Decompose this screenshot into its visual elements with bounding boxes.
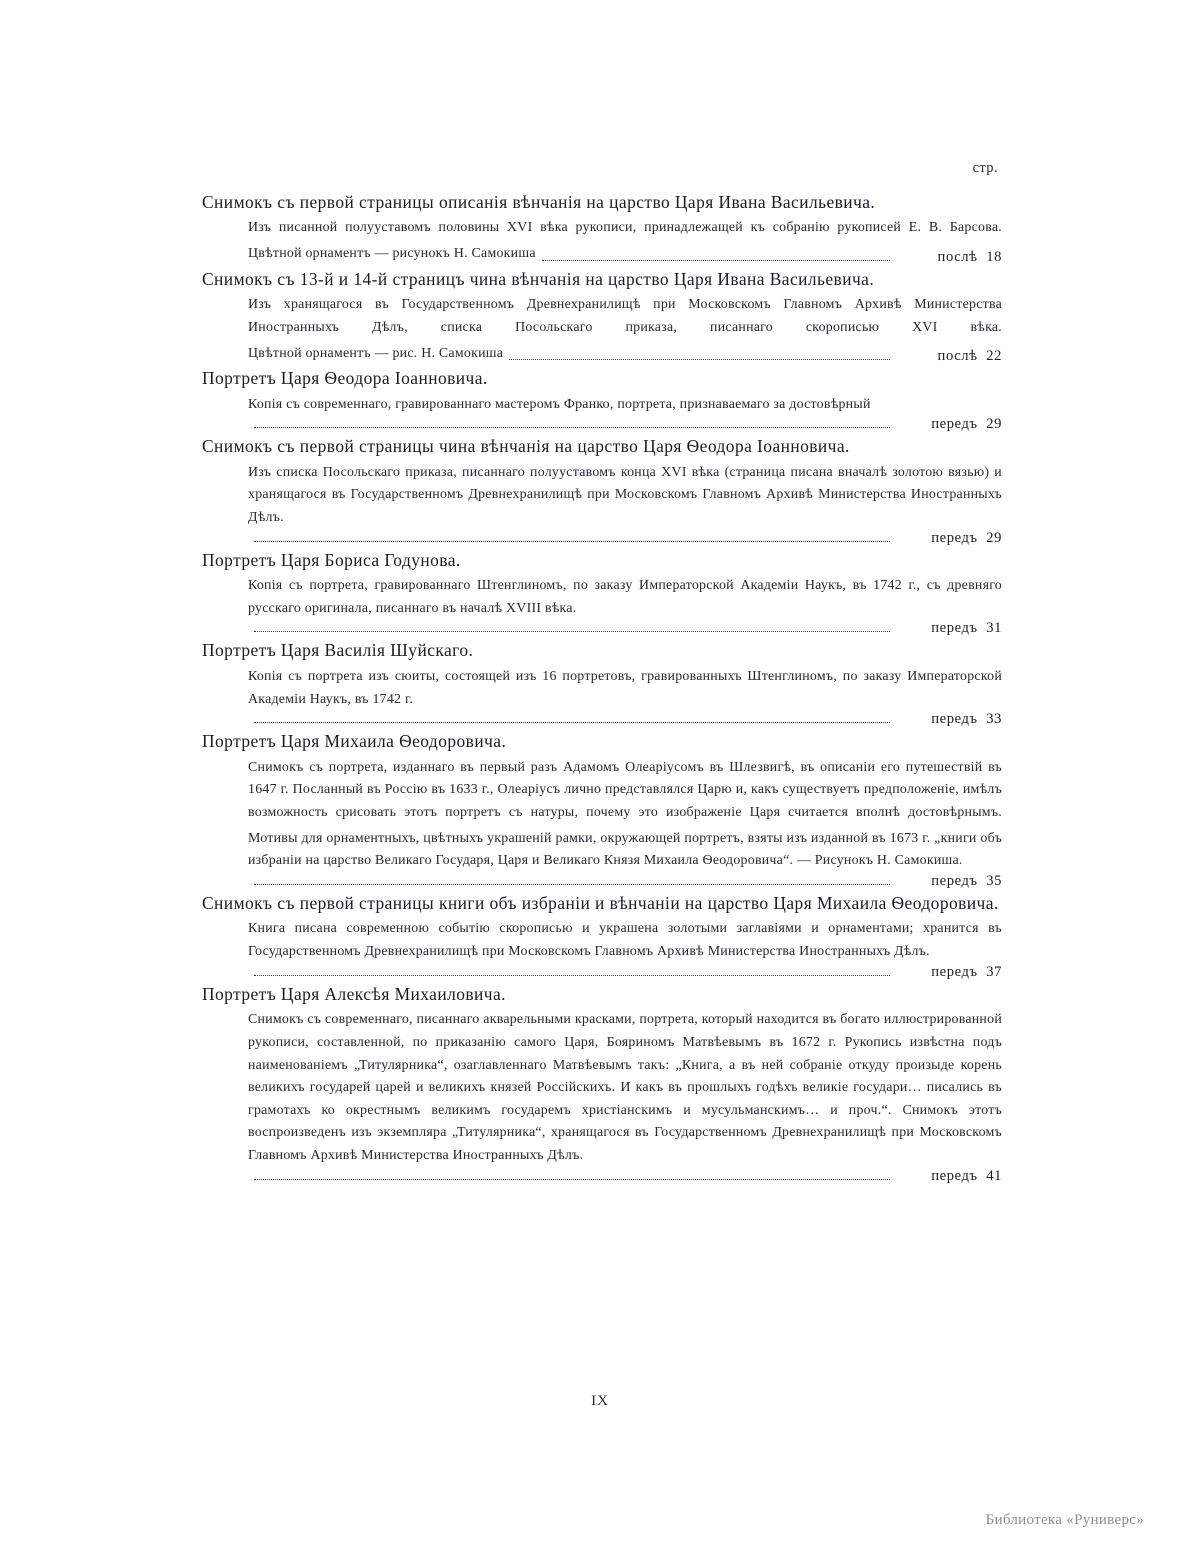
entry-leader-row <box>248 711 1002 728</box>
dot-leader <box>509 349 890 360</box>
page-label: послѣ <box>937 248 978 265</box>
entry-title: Снимокъ съ первой страницы описанія вѣнчанія на царство Царя Ивана Васильевича. <box>202 192 876 212</box>
dot-leader <box>254 712 890 723</box>
entry-leader-row <box>248 530 1002 547</box>
page-label: послѣ <box>937 348 978 365</box>
page-label: передъ <box>931 872 978 889</box>
page-label: передъ <box>931 620 978 637</box>
entry-page-reference[interactable] <box>896 620 1002 637</box>
entry-page-reference[interactable] <box>896 416 1002 433</box>
toc-entry[interactable] <box>202 637 1002 728</box>
dot-leader <box>254 1169 890 1180</box>
page-number: 29 <box>986 529 1002 546</box>
entry-leader-row <box>248 416 1002 433</box>
entry-leader-row <box>248 620 1002 637</box>
toc-entry[interactable] <box>202 890 1002 981</box>
dot-leader <box>254 965 890 976</box>
toc-entry[interactable] <box>202 365 1002 433</box>
entry-title: Портретъ Царя Василія Шуйскаго. <box>202 640 474 661</box>
page-label: передъ <box>931 529 978 546</box>
entry-title: Портретъ Царя Бориса Годунова. <box>202 549 461 570</box>
entry-page-reference[interactable] <box>896 964 1002 981</box>
entry-note-block <box>248 394 1002 417</box>
page-label: передъ <box>931 1167 978 1184</box>
toc-entry[interactable] <box>202 266 1002 365</box>
entry-page-reference[interactable] <box>896 530 1002 547</box>
page-number: 41 <box>986 1167 1002 1184</box>
dot-leader <box>254 531 890 542</box>
entry-page-reference[interactable] <box>896 348 1002 365</box>
dot-leader <box>542 250 890 261</box>
entry-note: Изъ писанной полууставомъ половины XVI вѣка рукописи, принадлежащей къ собранію рукописей Е. В. Барсова. <box>248 220 1002 236</box>
entry-leader-row <box>248 1168 1002 1185</box>
toc-entry[interactable] <box>202 547 1002 638</box>
entry-leader-text: Цвѣтной орнаментъ — рисунокъ Н. Самокиша <box>248 246 536 262</box>
dot-leader <box>254 621 890 632</box>
entry-note-block-secondary <box>248 828 1002 873</box>
entry-page-reference[interactable] <box>896 1168 1002 1185</box>
entry-leader-row <box>248 964 1002 981</box>
entry-title: Снимокъ съ первой страницы чина вѣнчанія на царство Царя Ѳеодора Іоанновича. <box>202 436 850 457</box>
toc-entry[interactable] <box>202 433 1002 546</box>
entry-title: Портретъ Царя Ѳеодора Іоанновича. <box>202 368 488 389</box>
entry-page-reference[interactable] <box>896 249 1002 266</box>
page-number: 31 <box>986 620 1002 637</box>
entry-note-block <box>202 294 1002 339</box>
entry-note-block <box>248 666 1002 711</box>
entry-title: Портретъ Царя Михаила Ѳеодоровича. <box>202 731 507 752</box>
entry-note: Изъ хранящагося въ Государственномъ Древнехранилищѣ при Московскомъ Главномъ Архивѣ Министерства Иностранныхъ Дѣлъ, списка Посольскаго приказа, писаннаго скорописью XVI вѣка. <box>248 297 1002 335</box>
entry-note: Книга писана современною событію скорописью и украшена золотыми заглавіями и орнаментами; хранится въ Государственномъ Древнехранилищѣ при Московскомъ Главномъ Архивѣ Министерства Иностранныхъ Дѣлъ. <box>248 921 1002 960</box>
entry-leader-row <box>248 243 1002 266</box>
entry-note: Копія съ портрета изъ сюиты, состоящей изъ 16 портретовъ, гравированныхъ Штенглиномъ, по заказу Императорской Академіи Наукъ, въ 1742 г. <box>248 668 1002 707</box>
entry-note: Снимокъ съ современнаго, писаннаго акварельными красками, портрета, который находится въ богато иллюстрированной рукописи, составленной, по приказанію самого Царя, Бояриномъ Матвѣевымъ въ 1672 г. Рукопись извѣстна подъ наименованіемъ „Титулярника“, озаглавленнаго Матвѣевымъ такъ: „Книга, а въ ней собраніе откуду произыде корень великихъ государей царей и великихъ князей Россійскихъ. И какъ въ прошлыхъ годѣхъ великіе государи… писались въ грамотахъ ко окрестнымъ великимъ государемъ христіанскимъ и мусульманскимъ… и проч.“. Снимокъ этотъ воспроизведенъ изъ экземпляра „Титулярника“, хранящагося въ Государственномъ Древнехранилищѣ при Московскомъ Главномъ Архивѣ Министерства Иностранныхъ Дѣлъ. <box>248 1012 1002 1164</box>
page-label: передъ <box>931 963 978 980</box>
entry-note: Мотивы для орнаментныхъ, цвѣтныхъ украшеній рамки, окружающей портретъ, взяты изъ изданной въ 1673 г. „книги объ избраніи на царство Великаго Государя, Царя и Великаго Князя Михаила Ѳеодоровича“. — Рисунокъ Н. Самокиша. <box>248 830 1002 869</box>
entry-note: Копія съ портрета, гравированнаго Штенглиномъ, по заказу Императорской Академіи Наукъ, въ 1742 г., съ древняго русскаго оригинала, писаннаго въ началѣ XVIII вѣка. <box>248 578 1002 616</box>
entry-note-block <box>248 918 1002 963</box>
entry-leader-text: Цвѣтной орнаментъ — рис. Н. Самокиша <box>248 345 504 361</box>
page-number: 29 <box>986 416 1002 433</box>
page-number: 35 <box>986 872 1002 889</box>
entry-note: Копія съ современнаго, гравированнаго мастеромъ Франко, портрета, признаваемаго за достовѣрный <box>248 396 871 412</box>
toc-entry[interactable] <box>202 189 1002 266</box>
page-number: 33 <box>986 711 1002 728</box>
entry-leader-row <box>248 873 1002 890</box>
entry-note-block <box>202 757 1002 825</box>
folio-number: IX <box>591 1393 609 1409</box>
entry-note-block <box>248 575 1002 620</box>
table-of-illustrations <box>202 160 1002 1185</box>
toc-entry[interactable] <box>202 981 1002 1185</box>
page-number: 37 <box>986 963 1002 980</box>
entry-note-block <box>202 217 1002 240</box>
dot-leader <box>254 874 890 885</box>
entry-note: Снимокъ съ портрета, изданнаго въ первый разъ Адамомъ Олеаріусомъ въ Шлезвигѣ, въ описаніи его путешествій въ 1647 г. Посланный въ Россію въ 1633 г., Олеаріусъ лично представлялся Царю и, какъ существуетъ предположеніе, имѣлъ возможность срисовать этотъ портретъ съ натуры, почему это изображеніе Царя считается вполнѣ достовѣрнымъ. <box>248 759 1002 821</box>
toc-entry[interactable] <box>202 728 1002 890</box>
entry-note: Изъ списка Посольскаго приказа, писаннаго полууставомъ конца XVI вѣка (страница писана вначалѣ золотою вязью) и хранящагося въ Государственномъ Древнехранилищѣ при Московскомъ Главномъ Архивѣ Министерства Иностранныхъ Дѣлъ. <box>248 464 1002 526</box>
page-label: передъ <box>931 711 978 728</box>
entry-title: Портретъ Царя Алексѣя Михаиловича. <box>202 983 506 1004</box>
entry-note-block <box>248 1009 1002 1168</box>
entry-title: Снимокъ съ 13-й и 14-й страницъ чина вѣнчанія на царство Царя Ивана Васильевича. <box>202 268 875 289</box>
library-watermark: Библиотека «Руниверс» <box>985 1512 1144 1528</box>
column-header-pages: стр. <box>972 160 998 176</box>
dot-leader <box>254 417 890 428</box>
page-label: передъ <box>931 416 978 433</box>
entry-page-reference[interactable] <box>896 711 1002 728</box>
page-number: 18 <box>986 248 1002 265</box>
entry-page-reference[interactable] <box>896 873 1002 890</box>
page-number: 22 <box>986 348 1002 365</box>
entry-leader-row <box>248 343 1002 366</box>
entry-note-block <box>248 462 1002 530</box>
entry-title: Снимокъ съ первой страницы книги объ избраніи и вѣнчаніи на царство Царя Михаила Ѳеодоровича. <box>202 892 999 913</box>
